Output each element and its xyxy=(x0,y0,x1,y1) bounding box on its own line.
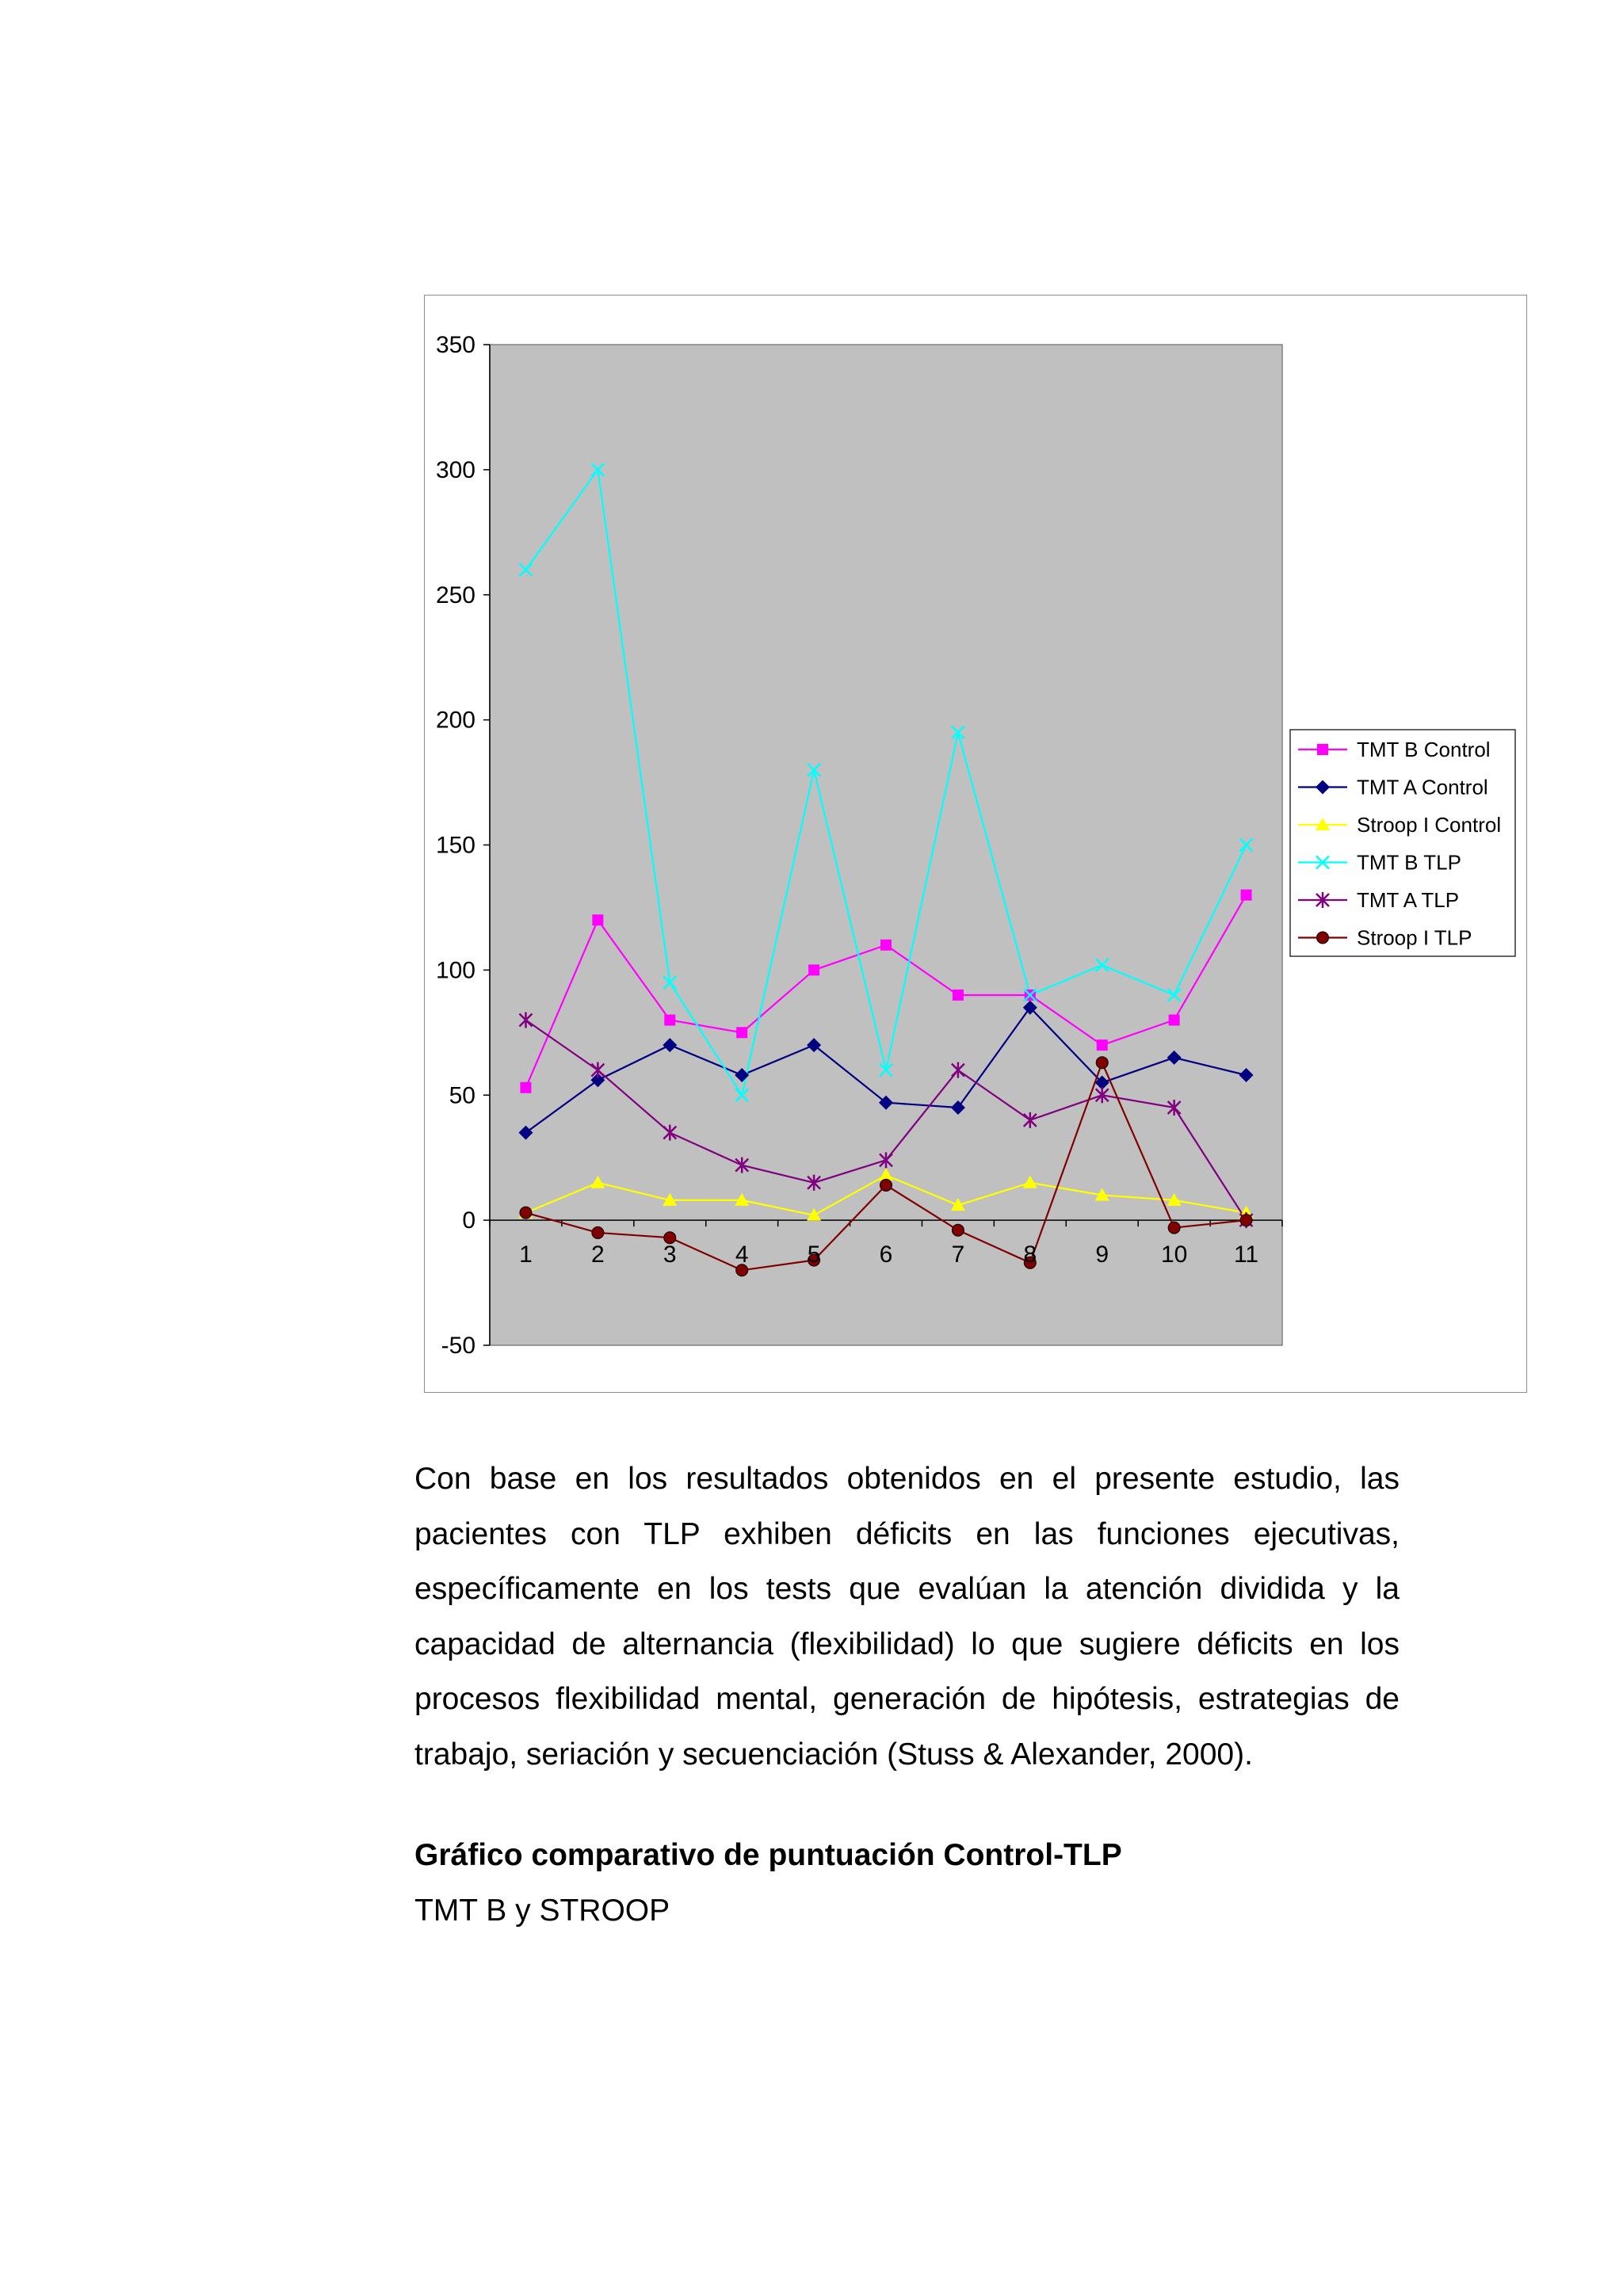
data-point xyxy=(1096,1057,1108,1069)
data-point xyxy=(1317,932,1329,944)
y-tick-label: -50 xyxy=(441,1333,475,1359)
legend-label: TMT A TLP xyxy=(1357,888,1460,912)
data-point xyxy=(664,1015,675,1026)
y-tick-label: 100 xyxy=(435,957,475,984)
data-point xyxy=(1169,1015,1180,1026)
data-point xyxy=(1168,1222,1180,1234)
body-paragraph: Con base en los resultados obtenidos en el presente estudio, las pacientes con TLP exhiben déficits en las funciones ejecutivas, específicamente en los tests que evalúan la atención dividida y la capacidad de alternancia (flexibilidad) lo que sugiere déficits en los procesos flexibilidad mental, generación de hipótesis, estrategias de trabajo, seriación y secuenciación (Stuss & Alexander, 2000). xyxy=(414,1462,1400,1772)
y-tick-label: 200 xyxy=(435,707,475,734)
data-point xyxy=(1240,1215,1252,1226)
plot-area xyxy=(490,345,1282,1345)
x-tick-label: 8 xyxy=(1023,1241,1037,1268)
section-title: Gráfico comparativo de puntuación Control-TLP xyxy=(414,1838,1122,1872)
data-point xyxy=(880,940,892,951)
x-tick-label: 6 xyxy=(879,1241,893,1268)
y-tick-label: 50 xyxy=(449,1082,475,1109)
x-tick-label: 4 xyxy=(735,1241,749,1268)
legend-label: TMT B TLP xyxy=(1357,850,1461,875)
x-tick-label: 3 xyxy=(663,1241,677,1268)
x-tick-label: 10 xyxy=(1160,1241,1188,1268)
legend-label: Stroop I Control xyxy=(1357,813,1502,837)
x-tick-label: 9 xyxy=(1095,1241,1109,1268)
y-tick-label: 300 xyxy=(435,456,475,483)
data-point xyxy=(952,1224,964,1236)
legend-label: TMT B Control xyxy=(1357,738,1491,761)
x-tick-label: 7 xyxy=(951,1241,965,1268)
y-tick-label: 0 xyxy=(462,1207,475,1234)
data-point xyxy=(1317,744,1328,755)
y-tick-label: 150 xyxy=(435,832,475,859)
chart-frame xyxy=(424,295,1527,1393)
x-tick-label: 2 xyxy=(591,1241,605,1268)
line-chart xyxy=(425,296,1528,1394)
x-tick-label: 11 xyxy=(1233,1241,1259,1268)
data-point xyxy=(1097,1039,1108,1051)
data-point xyxy=(808,964,819,975)
legend-box xyxy=(1290,730,1515,956)
data-point xyxy=(953,990,964,1001)
data-point xyxy=(592,1226,604,1238)
data-point xyxy=(592,914,603,925)
section-subtitle: TMT B y STROOP xyxy=(414,1894,670,1928)
x-tick-label: 5 xyxy=(807,1241,821,1268)
legend-label: Stroop I TLP xyxy=(1357,925,1472,950)
data-point xyxy=(880,1179,892,1191)
data-point xyxy=(520,1082,531,1093)
data-point xyxy=(736,1027,747,1038)
data-point xyxy=(1241,890,1252,901)
y-tick-label: 250 xyxy=(435,582,475,608)
data-point xyxy=(520,1207,532,1219)
y-tick-label: 350 xyxy=(435,332,475,358)
x-tick-label: 1 xyxy=(519,1241,533,1268)
legend-label: TMT A Control xyxy=(1357,775,1488,799)
